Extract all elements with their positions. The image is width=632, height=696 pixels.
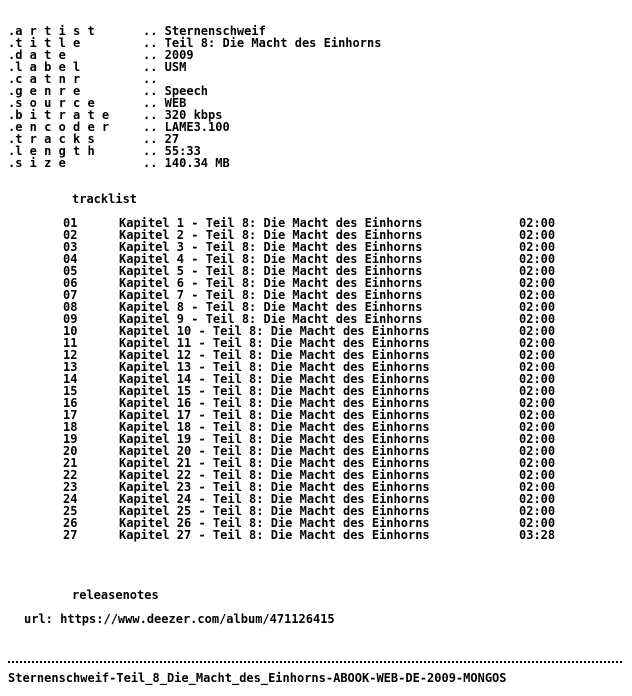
track-title: Kapitel 14 - Teil 8: Die Macht des Einhorns <box>119 372 430 386</box>
meta-key: .t r a c k s <box>8 132 95 146</box>
track-duration: 02:00 <box>519 444 556 458</box>
meta-key: .e n c o d e r <box>8 120 110 134</box>
release-name-footer: Sternenschweif-Teil_8_Die_Macht_des_Einhorns-ABOOK-WEB-DE-2009-MONGOS <box>8 671 507 685</box>
track-duration: 02:00 <box>519 384 556 398</box>
track-duration: 02:00 <box>519 480 556 494</box>
meta-key: .c a t n r <box>8 72 81 86</box>
meta-value: .. Speech <box>143 84 209 98</box>
track-number: 20 <box>63 444 78 458</box>
track-title: Kapitel 12 - Teil 8: Die Macht des Einhorns <box>119 348 430 362</box>
track-number: 21 <box>63 456 78 470</box>
track-duration: 02:00 <box>519 348 556 362</box>
track-duration: 02:00 <box>519 492 556 506</box>
track-duration: 02:00 <box>519 360 556 374</box>
track-duration: 02:00 <box>519 456 556 470</box>
dotted-divider <box>8 661 622 663</box>
meta-key: .g e n r e <box>8 84 81 98</box>
track-title: Kapitel 17 - Teil 8: Die Macht des Einhorns <box>119 408 430 422</box>
track-title: Kapitel 10 - Teil 8: Die Macht des Einhorns <box>119 324 430 338</box>
meta-value: .. <box>143 72 158 86</box>
track-title: Kapitel 25 - Teil 8: Die Macht des Einhorns <box>119 504 430 518</box>
release-url: url: https://www.deezer.com/album/471126415 <box>24 612 335 626</box>
track-title: Kapitel 23 - Teil 8: Die Macht des Einhorns <box>119 480 430 494</box>
track-title: Kapitel 5 - Teil 8: Die Macht des Einhorns <box>119 264 423 278</box>
track-duration: 02:00 <box>519 216 556 230</box>
meta-key: .d a t e <box>8 48 66 62</box>
track-duration: 02:00 <box>519 288 556 302</box>
meta-value: .. USM <box>143 60 187 74</box>
track-number: 14 <box>63 372 78 386</box>
track-duration: 02:00 <box>519 300 556 314</box>
track-number: 07 <box>63 288 78 302</box>
tracklist-heading: tracklist <box>72 192 138 206</box>
track-number: 10 <box>63 324 78 338</box>
track-title: Kapitel 19 - Teil 8: Die Macht des Einhorns <box>119 432 430 446</box>
meta-value: .. 2009 <box>143 48 194 62</box>
track-duration: 02:00 <box>519 420 556 434</box>
track-number: 16 <box>63 396 78 410</box>
track-number: 23 <box>63 480 78 494</box>
track-number: 09 <box>63 312 78 326</box>
track-title: Kapitel 2 - Teil 8: Die Macht des Einhorns <box>119 228 423 242</box>
track-title: Kapitel 9 - Teil 8: Die Macht des Einhorns <box>119 312 423 326</box>
track-title: Kapitel 15 - Teil 8: Die Macht des Einhorns <box>119 384 430 398</box>
track-title: Kapitel 4 - Teil 8: Die Macht des Einhorns <box>119 252 423 266</box>
meta-value: .. 27 <box>143 132 180 146</box>
track-duration: 02:00 <box>519 228 556 242</box>
track-duration: 02:00 <box>519 372 556 386</box>
meta-key: .t i t l e <box>8 36 81 50</box>
track-duration: 02:00 <box>519 240 556 254</box>
track-number: 08 <box>63 300 78 314</box>
track-number: 22 <box>63 468 78 482</box>
track-title: Kapitel 16 - Teil 8: Die Macht des Einhorns <box>119 396 430 410</box>
meta-key: .l a b e l <box>8 60 81 74</box>
track-number: 27 <box>63 528 78 542</box>
meta-value: .. LAME3.100 <box>143 120 230 134</box>
track-number: 17 <box>63 408 78 422</box>
track-title: Kapitel 22 - Teil 8: Die Macht des Einhorns <box>119 468 430 482</box>
track-title: Kapitel 24 - Teil 8: Die Macht des Einhorns <box>119 492 430 506</box>
track-number: 13 <box>63 360 78 374</box>
track-duration: 02:00 <box>519 396 556 410</box>
track-title: Kapitel 11 - Teil 8: Die Macht des Einhorns <box>119 336 430 350</box>
track-title: Kapitel 3 - Teil 8: Die Macht des Einhorns <box>119 240 423 254</box>
track-title: Kapitel 18 - Teil 8: Die Macht des Einhorns <box>119 420 430 434</box>
track-number: 05 <box>63 264 78 278</box>
track-number: 03 <box>63 240 78 254</box>
track-number: 11 <box>63 336 78 350</box>
track-number: 15 <box>63 384 78 398</box>
track-duration: 02:00 <box>519 516 556 530</box>
track-title: Kapitel 6 - Teil 8: Die Macht des Einhorns <box>119 276 423 290</box>
releasenotes-heading: releasenotes <box>72 588 159 602</box>
track-number: 04 <box>63 252 78 266</box>
track-number: 19 <box>63 432 78 446</box>
track-number: 01 <box>63 216 78 230</box>
meta-value: .. WEB <box>143 96 187 110</box>
meta-value: .. Sternenschweif <box>143 24 266 38</box>
meta-key: .a r t i s t <box>8 24 95 38</box>
track-duration: 02:00 <box>519 312 556 326</box>
track-title: Kapitel 21 - Teil 8: Die Macht des Einhorns <box>119 456 430 470</box>
track-duration: 02:00 <box>519 408 556 422</box>
meta-value: .. 140.34 MB <box>143 156 230 170</box>
track-title: Kapitel 13 - Teil 8: Die Macht des Einhorns <box>119 360 430 374</box>
track-duration: 02:00 <box>519 252 556 266</box>
track-number: 12 <box>63 348 78 362</box>
meta-key: .l e n g t h <box>8 144 95 158</box>
track-title: Kapitel 27 - Teil 8: Die Macht des Einhorns <box>119 528 430 542</box>
track-number: 26 <box>63 516 78 530</box>
track-number: 25 <box>63 504 78 518</box>
meta-value: .. 320 kbps <box>143 108 223 122</box>
track-duration: 02:00 <box>519 468 556 482</box>
meta-key: .b i t r a t e <box>8 108 110 122</box>
meta-value: .. Teil 8: Die Macht des Einhorns <box>143 36 382 50</box>
track-title: Kapitel 8 - Teil 8: Die Macht des Einhorns <box>119 300 423 314</box>
track-number: 02 <box>63 228 78 242</box>
meta-key: .s i z e <box>8 156 66 170</box>
track-number: 18 <box>63 420 78 434</box>
track-title: Kapitel 20 - Teil 8: Die Macht des Einhorns <box>119 444 430 458</box>
meta-key: .s o u r c e <box>8 96 95 110</box>
track-duration: 02:00 <box>519 264 556 278</box>
track-duration: 02:00 <box>519 432 556 446</box>
track-number: 06 <box>63 276 78 290</box>
meta-value: .. 55:33 <box>143 144 201 158</box>
track-duration: 02:00 <box>519 504 556 518</box>
track-number: 24 <box>63 492 78 506</box>
track-title: Kapitel 26 - Teil 8: Die Macht des Einhorns <box>119 516 430 530</box>
track-duration: 02:00 <box>519 324 556 338</box>
track-duration: 02:00 <box>519 276 556 290</box>
track-duration: 02:00 <box>519 336 556 350</box>
track-title: Kapitel 7 - Teil 8: Die Macht des Einhorns <box>119 288 423 302</box>
track-duration: 03:28 <box>519 528 556 542</box>
track-title: Kapitel 1 - Teil 8: Die Macht des Einhorns <box>119 216 423 230</box>
